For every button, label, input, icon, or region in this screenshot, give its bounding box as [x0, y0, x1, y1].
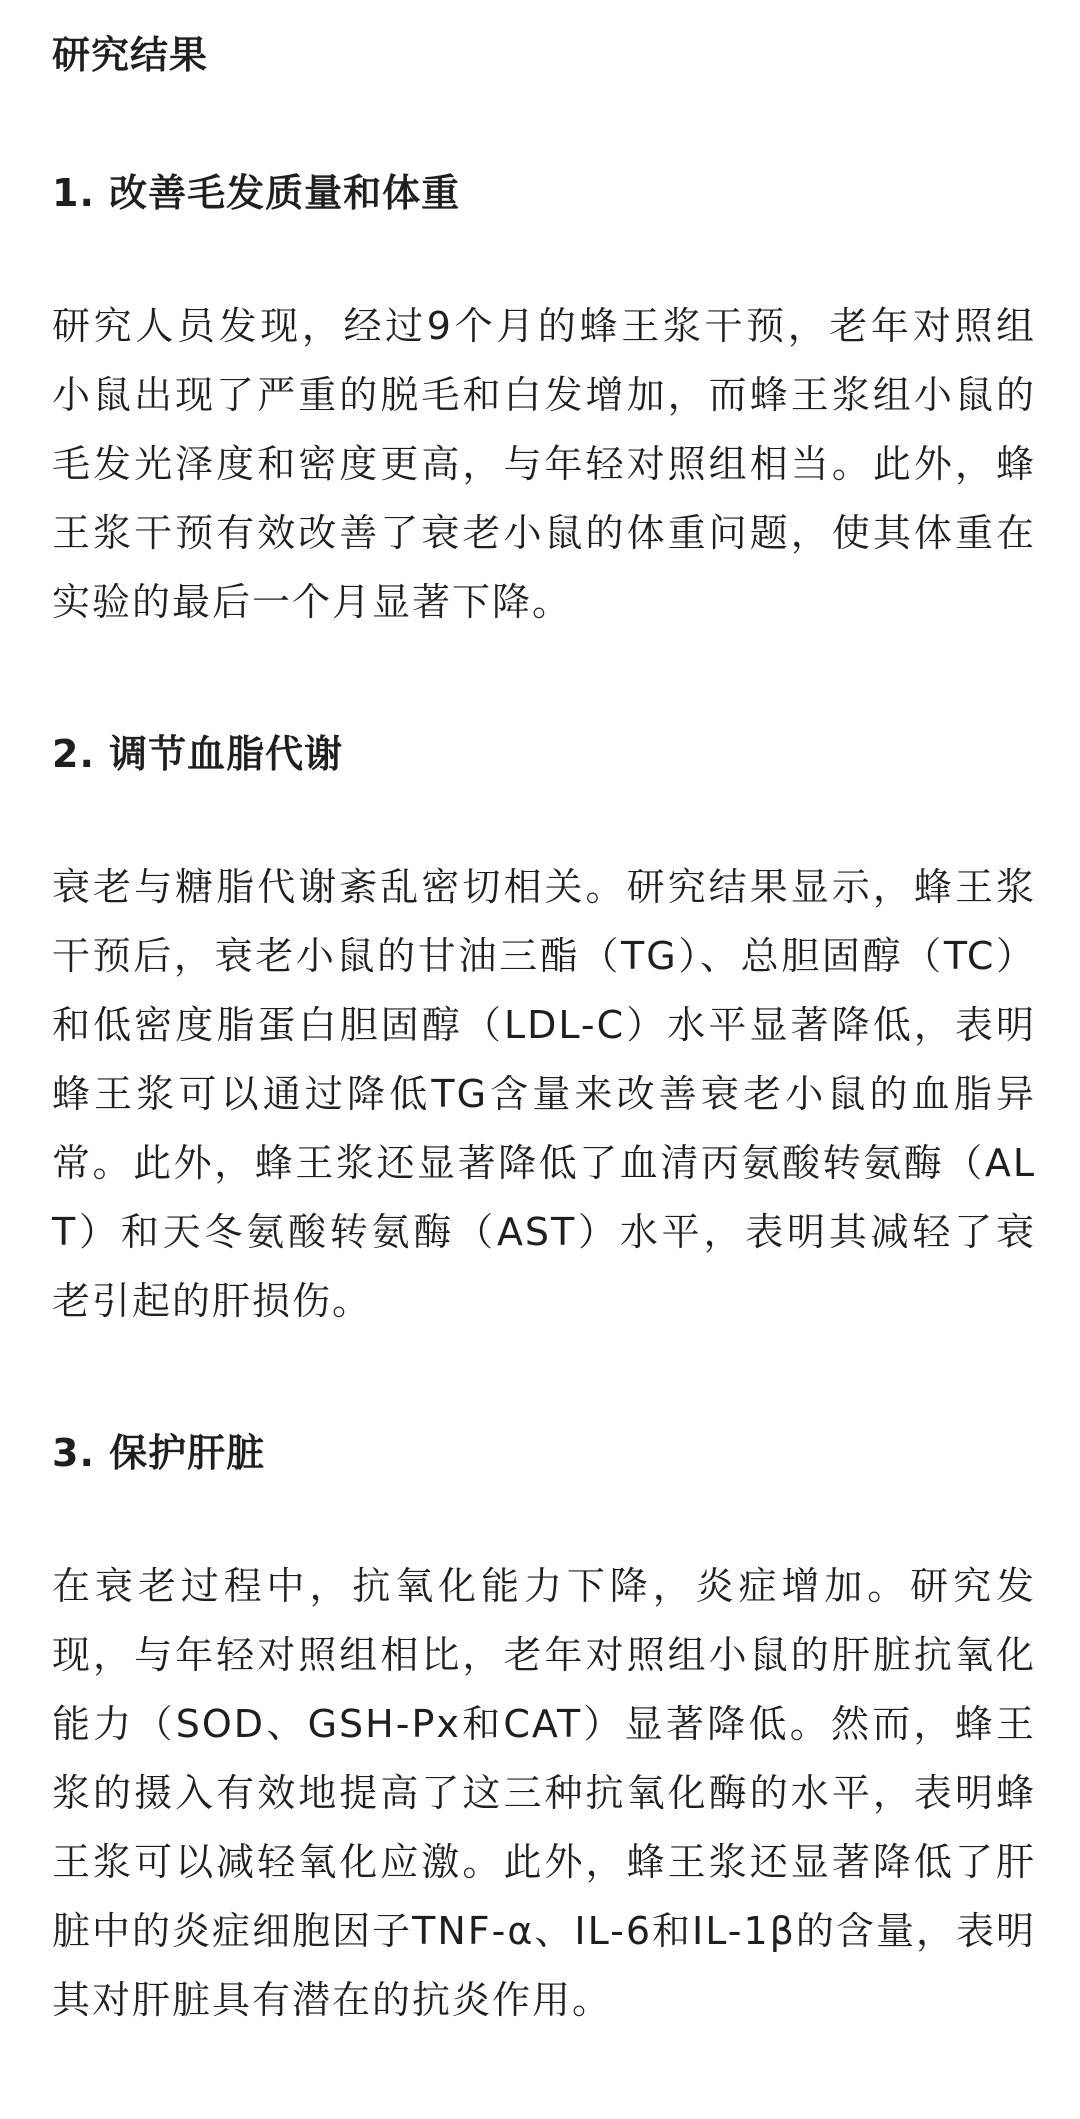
section-heading-liver-protection: 3. 保护肝脏: [52, 1431, 266, 1475]
section-heading-hair-weight: 1. 改善毛发质量和体重: [52, 171, 461, 215]
section-paragraph-liver-protection: 在衰老过程中，抗氧化能力下降，炎症增加。研究发现，与年轻对照组相比，老年对照组小鼠的肝脏抗氧化能力（SOD、GSH-Px和CAT）显著降低。然而，蜂王浆的摄入有效地提高了这三种抗氧化酶的水平，表明蜂王浆可以减轻氧化应激。此外，蜂王浆还显著降低了肝脏中的炎症细胞因子TNF-α、IL-6和IL-1β的含量，表明其对肝脏具有潜在的抗炎作用。: [52, 1564, 1036, 2022]
page-title: 研究结果: [52, 33, 209, 77]
section-paragraph-lipid-metabolism: 衰老与糖脂代谢紊乱密切相关。研究结果显示，蜂王浆干预后，衰老小鼠的甘油三酯（TG）、总胆固醇（TC）和低密度脂蛋白胆固醇（LDL-C）水平显著降低，表明蜂王浆可以通过降低TG含量来改善衰老小鼠的血脂异常。此外，蜂王浆还显著降低了血清丙氨酸转氨酶（ALT）和天冬氨酸转氨酶（AST）水平，表明其减轻了衰老引起的肝损伤。: [52, 865, 1036, 1323]
article: [52, 22, 1036, 2119]
section-paragraph-hair-weight: 研究人员发现，经过9个月的蜂王浆干预，老年对照组小鼠出现了严重的脱毛和白发增加，而蜂王浆组小鼠的毛发光泽度和密度更高，与年轻对照组相当。此外，蜂王浆干预有效改善了衰老小鼠的体重问题，使其体重在实验的最后一个月显著下降。: [52, 304, 1036, 624]
section-heading-lipid-metabolism: 2. 调节血脂代谢: [52, 732, 344, 776]
